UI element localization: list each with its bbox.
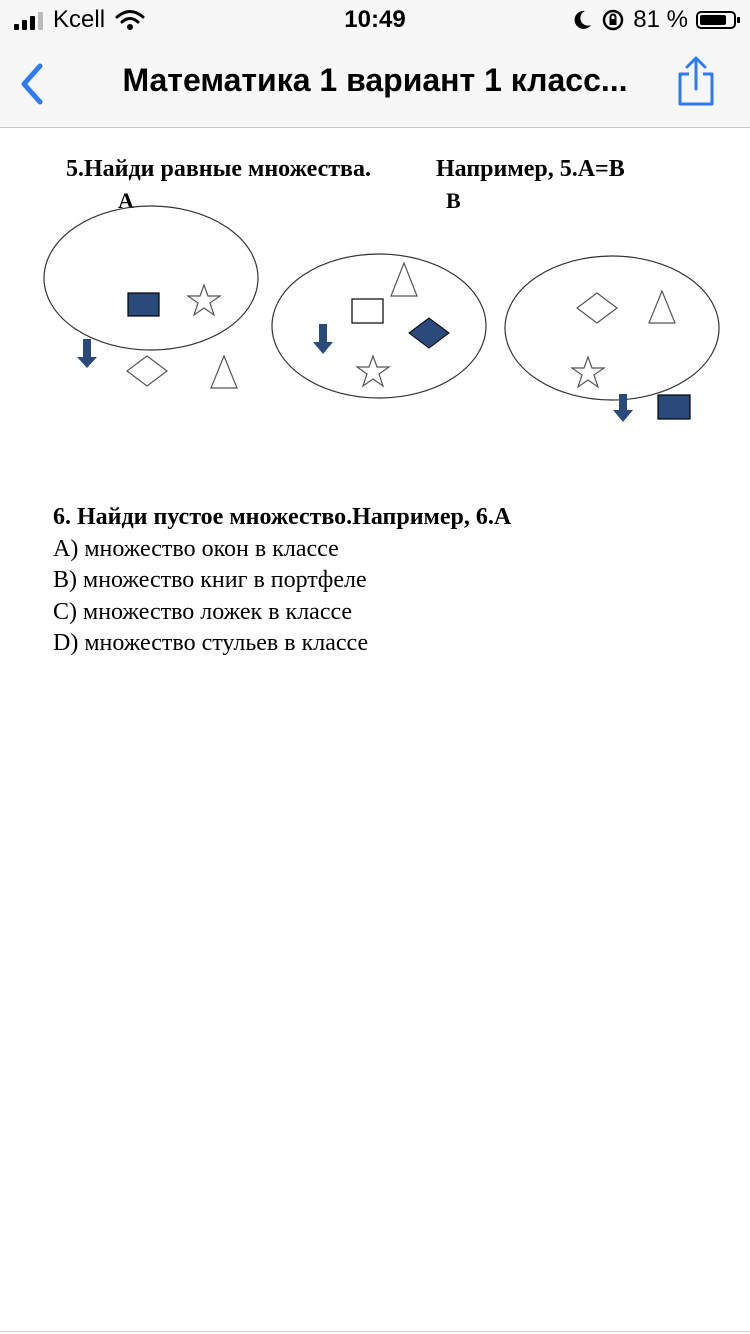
status-bar <box>0 0 750 40</box>
set-b-triangle <box>391 263 417 296</box>
set-b-label: В <box>446 188 461 213</box>
share-button[interactable] <box>672 54 720 110</box>
battery-icon <box>696 11 736 29</box>
set-a-label: А <box>118 188 134 213</box>
moon-icon <box>571 9 593 31</box>
carrier-name: Kcell <box>53 6 106 33</box>
sets-figure <box>0 198 750 438</box>
set-c-star <box>572 357 604 387</box>
task6-option: D) множество стульев в классе <box>53 630 369 656</box>
set-b-empty-rectangle <box>352 299 383 323</box>
task6-block <box>53 502 511 660</box>
back-button[interactable] <box>10 56 54 112</box>
set-c-ellipse <box>505 256 719 400</box>
navigation-bar <box>0 40 750 128</box>
status-right <box>571 6 736 34</box>
task6-option: В) множество книг в портфеле <box>53 567 367 593</box>
bottom-divider <box>0 1331 750 1332</box>
set-a-diamond <box>127 356 167 386</box>
set-a-star <box>188 285 220 315</box>
chevron-left-icon <box>18 62 46 106</box>
task5-example: Например, 5.А=В <box>436 156 625 182</box>
set-c-arrow-down <box>613 394 633 422</box>
task6-option: А) множество окон в классе <box>53 535 339 562</box>
page-title: Математика 1 вариант 1 класс... <box>122 62 628 98</box>
set-b-ellipse <box>272 254 486 398</box>
document-page[interactable] <box>0 128 750 1334</box>
set-b-star <box>357 356 389 386</box>
task6-title: 6. Найди пустое множество.Например, 6.А <box>53 504 512 530</box>
set-a-arrow-down <box>77 339 97 368</box>
set-c-diamond <box>577 293 617 323</box>
share-icon <box>675 56 717 108</box>
set-b-arrow-down <box>313 324 333 354</box>
task5-title: 5.Найди равные множества. <box>66 156 372 182</box>
status-time: 10:49 <box>344 6 406 33</box>
set-c-triangle <box>649 291 675 323</box>
set-a-triangle <box>211 356 237 388</box>
set-b-filled-diamond <box>409 318 449 348</box>
task6-option: С) множество ложек в классе <box>53 598 353 625</box>
set-a-ellipse <box>44 206 258 350</box>
set-c-filled-rectangle <box>658 395 690 419</box>
battery-percent: 81 % <box>633 6 688 33</box>
orientation-lock-icon <box>601 8 625 32</box>
set-a-filled-rectangle <box>128 293 159 316</box>
